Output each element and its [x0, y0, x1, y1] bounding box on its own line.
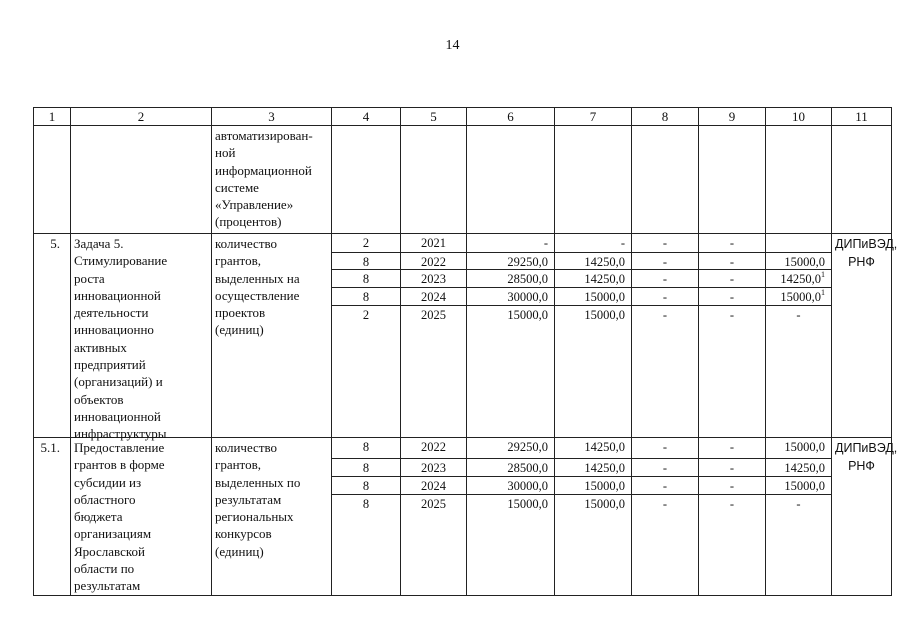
task5-row-2-col-7: 14250,0 [555, 253, 632, 270]
task5-row-5-col-5: 2025 [401, 306, 467, 438]
header-cell-5: 5 [401, 108, 467, 126]
task51-row-1-col-5: 2022 [401, 438, 467, 459]
task5-row-5-col-8: - [632, 306, 699, 438]
task51-row-4-col-6: 15000,0 [467, 495, 555, 596]
task5-row-3-col-9: - [699, 270, 766, 288]
cont-empty-cell-4 [332, 126, 401, 234]
task5-row-2-col-10 [766, 253, 832, 270]
task51-row-1-col-6: 29250,0 [467, 438, 555, 459]
amount-value: 15000,0 [780, 290, 821, 304]
footnote-marker: 1 [821, 288, 825, 297]
task5-row-5-col-6: 15000,0 [467, 306, 555, 438]
task51-row-1-col-7: 14250,0 [555, 438, 632, 459]
task5-row-4-col-8: - [632, 288, 699, 306]
task51-row-2-col-6: 28500,0 [467, 459, 555, 477]
task51-row-4-col-5: 2025 [401, 495, 467, 596]
task5-row-1-col-7: - [555, 234, 632, 253]
cont-empty-cell-1 [34, 126, 71, 234]
header-cell-8: 8 [632, 108, 699, 126]
task51-row-4-col-7: 15000,0 [555, 495, 632, 596]
task51-row-3-col-8: - [632, 477, 699, 495]
header-cell-3: 3 [212, 108, 332, 126]
task5-row-5-col-10 [766, 306, 832, 438]
amount-value: 14250,0 [784, 461, 825, 475]
task5-row-3-col-7: 14250,0 [555, 270, 632, 288]
task5-row-2-col-8: - [632, 253, 699, 270]
task51-row-2-col-7: 14250,0 [555, 459, 632, 477]
task5-row-4-col-6: 30000,0 [467, 288, 555, 306]
amount-value: - [796, 497, 801, 511]
task5-row-1-col-9: - [699, 234, 766, 253]
footnote-marker: 1 [821, 270, 825, 279]
header-cell-9: 9 [699, 108, 766, 126]
cont-empty-cell-7 [555, 126, 632, 234]
task5-row-1-col-5: 2021 [401, 234, 467, 253]
task5-indicator: количество грантов, выделенных на осуществление проектов (единиц) [212, 234, 332, 438]
task5-row-1-col-6: - [467, 234, 555, 253]
task5-row-3-col-6: 28500,0 [467, 270, 555, 288]
task5-name: Задача 5. Стимулирование роста инновационной деятельности инновационно активных предприятий (организаций) и объектов инновационной инфраструктуры [71, 234, 212, 438]
task5-row-4-col-7: 15000,0 [555, 288, 632, 306]
task5-row-3-col-4: 8 [332, 270, 401, 288]
task51-row-3-col-5: 2024 [401, 477, 467, 495]
task51-number: 5.1. [34, 438, 71, 596]
task5-row-4-col-10 [766, 288, 832, 306]
task51-row-3-col-4: 8 [332, 477, 401, 495]
task5-row-5-col-7: 15000,0 [555, 306, 632, 438]
task5-row-4-col-9: - [699, 288, 766, 306]
amount-value: 15000,0 [784, 255, 825, 269]
task51-row-2-col-8: - [632, 459, 699, 477]
header-cell-1: 1 [34, 108, 71, 126]
task5-row-3-col-8: - [632, 270, 699, 288]
task51-row-3-col-7: 15000,0 [555, 477, 632, 495]
amount-value: 15000,0 [784, 479, 825, 493]
task51-row-2-col-4: 8 [332, 459, 401, 477]
task51-row-3-col-10 [766, 477, 832, 495]
cont-empty-cell-5 [401, 126, 467, 234]
header-cell-11: 11 [832, 108, 892, 126]
task51-row-4-col-9: - [699, 495, 766, 596]
task51-row-1-col-8: - [632, 438, 699, 459]
task5-row-3-col-5: 2023 [401, 270, 467, 288]
task5-row-5-col-9: - [699, 306, 766, 438]
task5-row-1-col-10 [766, 234, 832, 253]
task51-row-3-col-9: - [699, 477, 766, 495]
program-table [33, 107, 898, 596]
header-cell-10: 10 [766, 108, 832, 126]
page-number: 14 [445, 38, 460, 53]
task51-row-1-col-4: 8 [332, 438, 401, 459]
task5-row-2-col-4: 8 [332, 253, 401, 270]
task5-row-1-col-4: 2 [332, 234, 401, 253]
task5-row-2-col-6: 29250,0 [467, 253, 555, 270]
task5-number: 5. [34, 234, 71, 438]
task5-row-5-col-4: 2 [332, 306, 401, 438]
task51-executor: ДИПиВЭД, РНФ [832, 438, 892, 596]
cont-empty-cell-11 [832, 126, 892, 234]
task51-row-2-col-10 [766, 459, 832, 477]
cont-empty-cell-6 [467, 126, 555, 234]
header-cell-4: 4 [332, 108, 401, 126]
cont-empty-cell-10 [766, 126, 832, 234]
cont-empty-cell-8 [632, 126, 699, 234]
task5-row-4-col-4: 8 [332, 288, 401, 306]
task51-row-4-col-10 [766, 495, 832, 596]
amount-value: 15000,0 [784, 440, 825, 454]
amount-value: - [796, 308, 801, 322]
task51-row-4-col-4: 8 [332, 495, 401, 596]
task5-executor: ДИПиВЭД, РНФ [832, 234, 892, 438]
task51-row-2-col-5: 2023 [401, 459, 467, 477]
task51-name: Предоставление грантов в форме субсидии из областного бюджета организациям Ярославской области по результатам [71, 438, 212, 596]
header-cell-7: 7 [555, 108, 632, 126]
cont-indicator-cell: автоматизирован- ной информационной системе «Управление» (процентов) [212, 126, 332, 234]
amount-value: 14250,0 [780, 272, 821, 286]
task5-row-2-col-9: - [699, 253, 766, 270]
task51-row-1-col-9: - [699, 438, 766, 459]
task5-row-4-col-5: 2024 [401, 288, 467, 306]
task51-row-4-col-8: - [632, 495, 699, 596]
header-cell-6: 6 [467, 108, 555, 126]
cont-empty-cell-9 [699, 126, 766, 234]
task5-row-2-col-5: 2022 [401, 253, 467, 270]
header-cell-2: 2 [71, 108, 212, 126]
task51-row-2-col-9: - [699, 459, 766, 477]
task5-row-1-col-8: - [632, 234, 699, 253]
task51-indicator: количество грантов, выделенных по результатам региональных конкурсов (единиц) [212, 438, 332, 596]
task51-row-1-col-10 [766, 438, 832, 459]
cont-empty-cell-2 [71, 126, 212, 234]
task51-row-3-col-6: 30000,0 [467, 477, 555, 495]
task5-row-3-col-10 [766, 270, 832, 288]
